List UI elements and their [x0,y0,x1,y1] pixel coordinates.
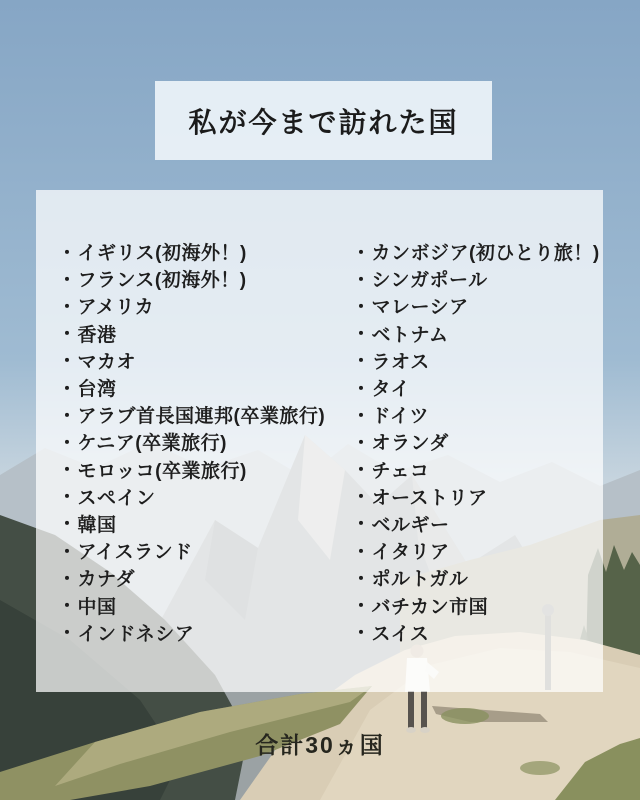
list-item [58,510,325,537]
list-item [352,374,600,401]
list-item [58,619,325,646]
bullet-dot: ・ [58,541,77,562]
country-label: ベトナム [371,324,449,346]
country-label: 台湾 [77,379,117,401]
list-item [352,428,600,455]
country-label: マレーシア [371,297,469,319]
list-item [58,564,325,591]
country-label: ケニア(卒業旅行) [77,433,227,455]
list-item [58,265,325,292]
list-item [352,292,600,319]
bullet-dot: ・ [58,378,77,399]
country-label: 韓国 [77,514,117,536]
countries-column-left [58,238,325,646]
grass-tuft [520,761,560,775]
bullet-dot: ・ [352,596,371,617]
list-item [352,591,600,618]
list-item [352,238,600,265]
bullet-dot: ・ [58,487,77,508]
country-label: インドネシア [77,623,195,645]
bullet-dot: ・ [58,514,77,535]
list-item [58,428,325,455]
bullet-dot: ・ [352,324,371,345]
bullet-dot: ・ [352,351,371,372]
bullet-dot: ・ [58,460,77,481]
country-label: 中国 [77,596,117,618]
country-label: カナダ [77,569,136,591]
list-item [352,347,600,374]
countries-column-right [352,238,600,646]
page-title: 私が今まで訪れた国 [188,106,459,138]
country-label: マカオ [77,351,137,373]
bullet-dot: ・ [352,487,371,508]
bullet-dot: ・ [352,541,371,562]
country-label: ドイツ [371,406,430,428]
bullet-dot: ・ [58,405,77,426]
list-item [58,591,325,618]
country-label: オーストリア [371,487,488,509]
country-label: スペイン [77,487,156,509]
bullet-dot: ・ [352,378,371,399]
bullet-dot: ・ [58,269,77,290]
list-item [58,483,325,510]
bullet-dot: ・ [352,514,371,535]
grass-tuft [441,708,489,724]
country-label: ラオス [371,351,430,373]
list-item [58,238,325,265]
country-label: オランダ [371,433,449,455]
bullet-dot: ・ [58,242,77,263]
country-label: スイス [371,623,430,645]
list-item [352,537,600,564]
bullet-dot: ・ [58,432,77,453]
country-label: イタリア [371,542,450,564]
country-label: アラブ首長国連邦(卒業旅行) [77,406,326,428]
country-label: イギリス(初海外！) [77,243,247,265]
bullet-dot: ・ [352,568,371,589]
bullet-dot: ・ [58,296,77,317]
list-item [352,619,600,646]
country-label: フランス(初海外！) [77,270,247,292]
list-item [58,456,325,483]
bullet-dot: ・ [352,242,371,263]
list-item [352,564,600,591]
list-item [58,292,325,319]
bullet-dot: ・ [58,351,77,372]
bullet-dot: ・ [58,623,77,644]
bullet-dot: ・ [352,623,371,644]
country-label: アメリカ [77,297,155,319]
list-item [352,510,600,537]
bullet-dot: ・ [58,568,77,589]
list-item [352,483,600,510]
bullet-dot: ・ [352,405,371,426]
country-label: チェコ [371,460,430,482]
list-item [58,320,325,347]
bullet-dot: ・ [58,596,77,617]
total-countries-label: 合計30ヵ国 [255,732,385,758]
country-label: タイ [371,379,411,401]
bullet-dot: ・ [58,324,77,345]
bullet-dot: ・ [352,432,371,453]
country-label: 香港 [77,324,117,346]
country-label: カンボジア(初ひとり旅！) [371,243,600,265]
list-item [352,320,600,347]
bullet-dot: ・ [352,269,371,290]
country-label: アイスランド [77,542,193,564]
bullet-dot: ・ [352,296,371,317]
country-label: モロッコ(卒業旅行) [77,460,247,482]
list-item [58,374,325,401]
list-item [352,265,600,292]
list-item [352,456,600,483]
country-label: バチカン市国 [371,596,489,618]
countries-panel [36,190,603,692]
country-label: シンガポール [371,270,488,292]
country-label: ベルギー [371,514,450,536]
bullet-dot: ・ [352,460,371,481]
list-item [352,401,600,428]
title-banner [155,81,492,160]
list-item [58,347,325,374]
list-item [58,537,325,564]
country-label: ポルトガル [371,569,469,591]
list-item [58,401,325,428]
